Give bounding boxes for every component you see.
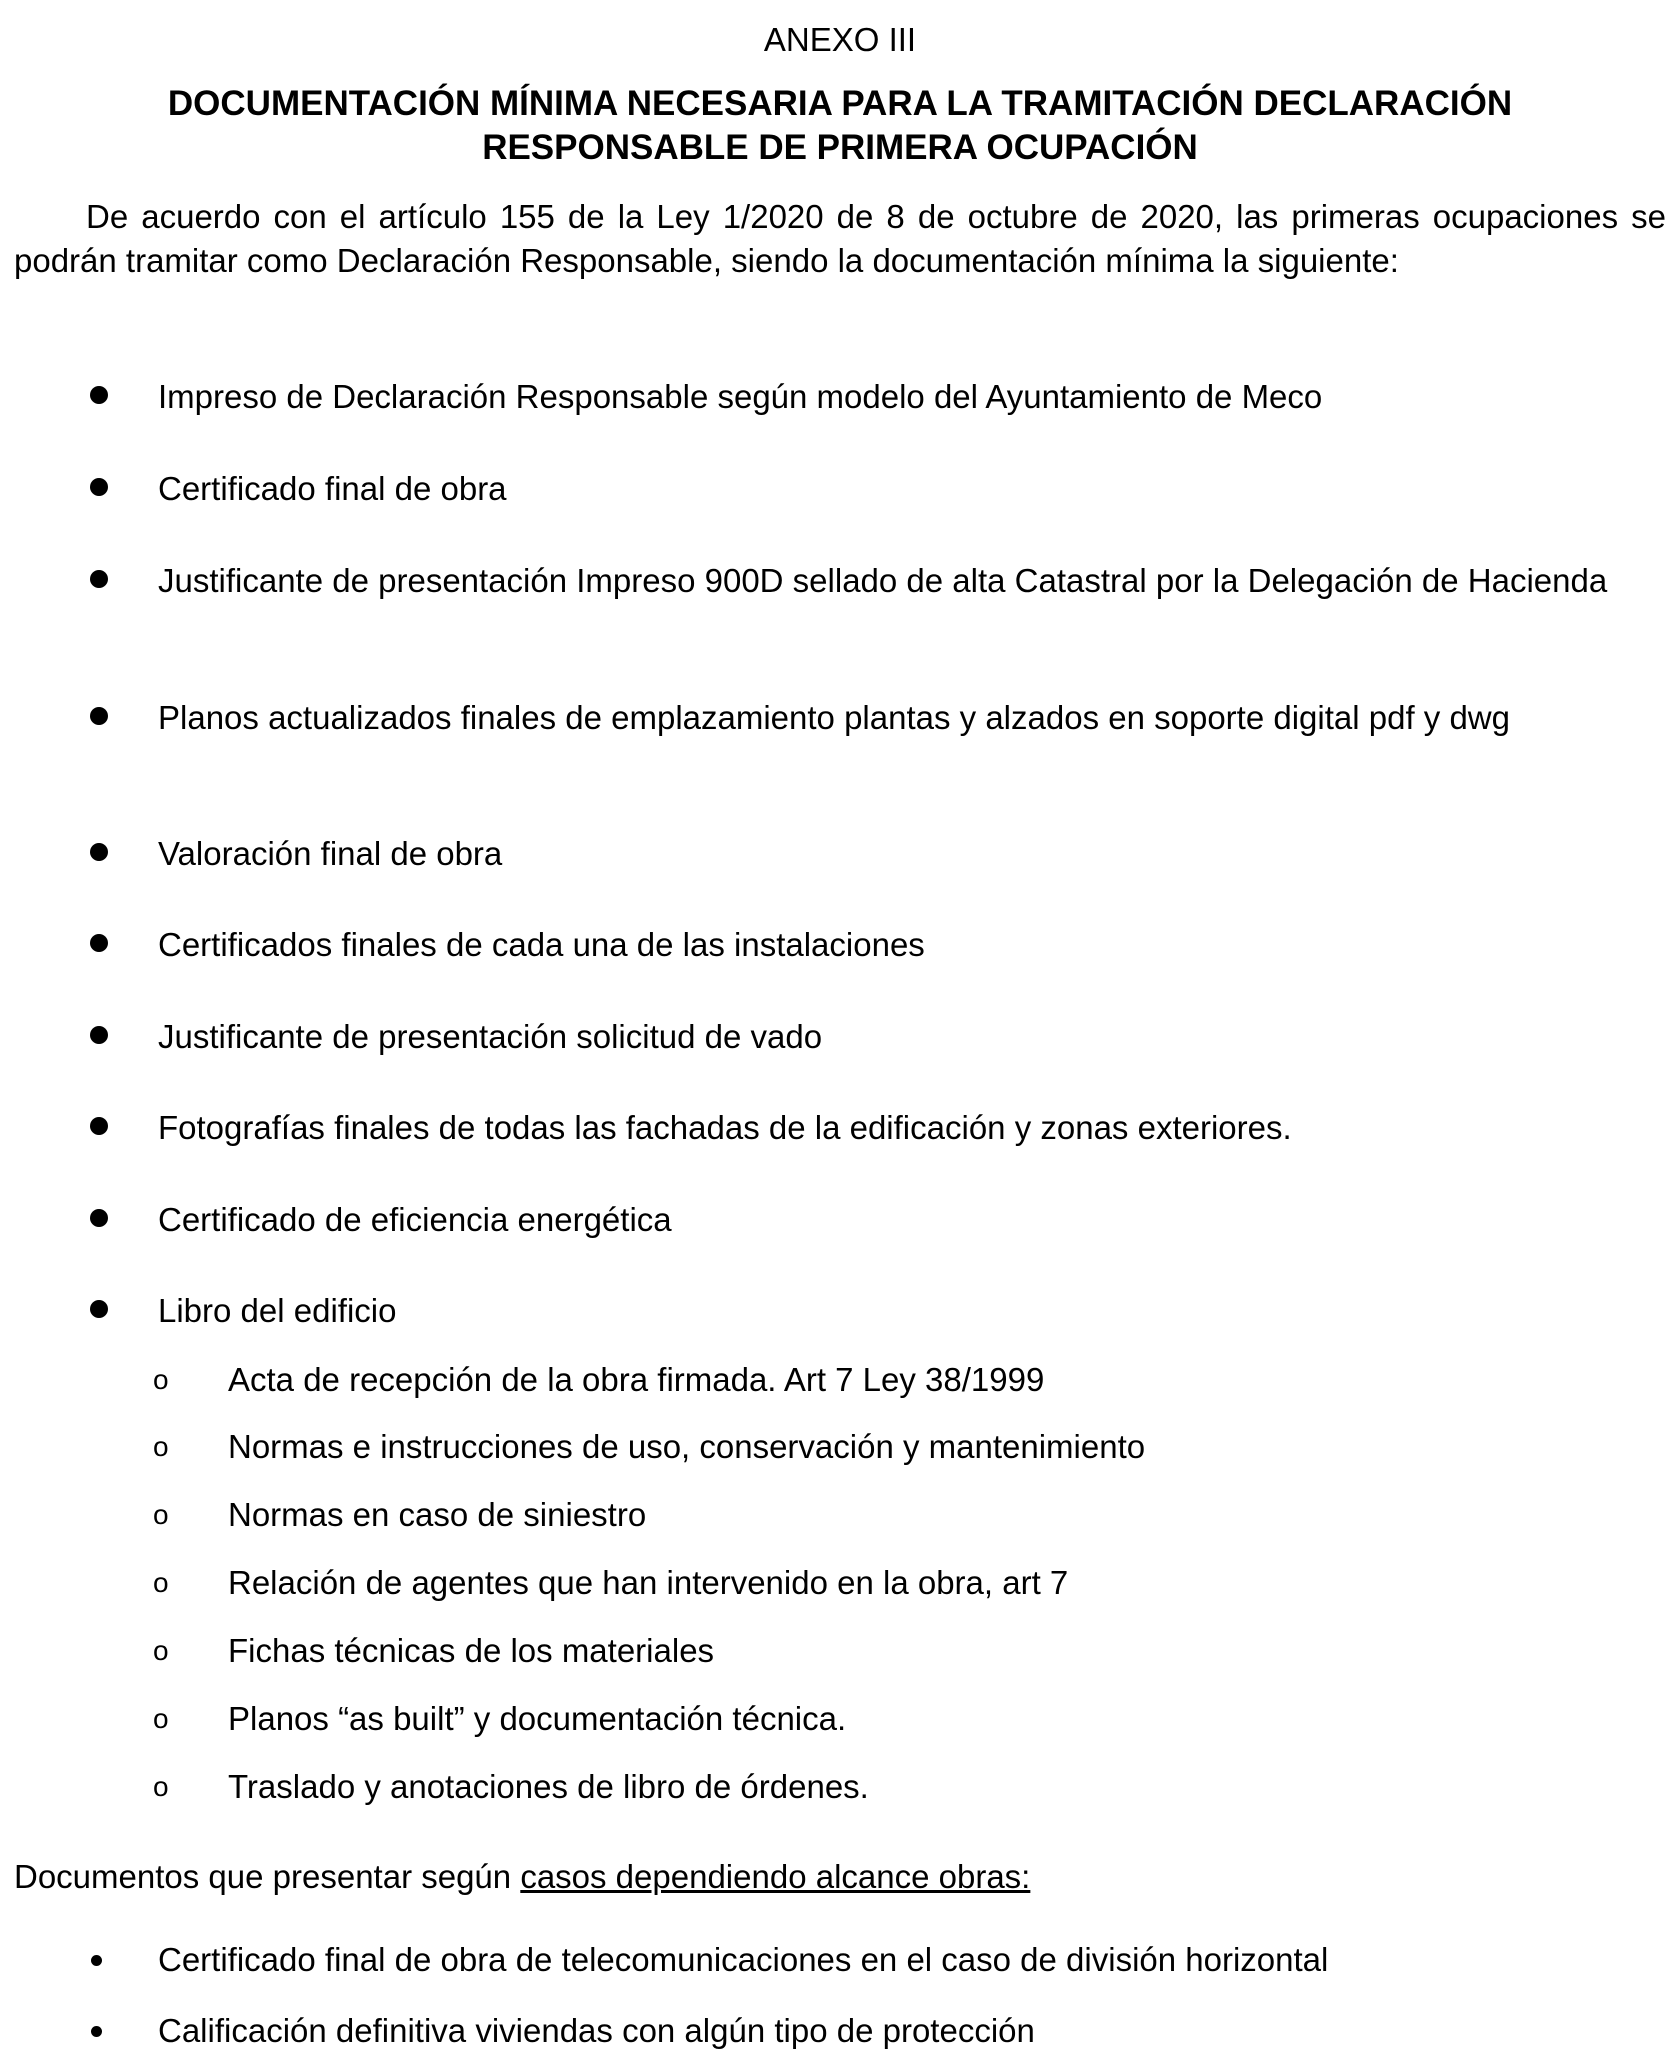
- list-item: Justificante de presentación Impreso 900D sellado de alta Catastral por la Delegación de Hacienda: [158, 562, 1608, 599]
- bullet-icon: [91, 1955, 102, 1966]
- title-line-2: RESPONSABLE DE PRIMERA OCUPACIÓN: [482, 128, 1198, 167]
- circle-bullet-icon: o: [153, 1703, 169, 1734]
- circle-bullet-icon: o: [153, 1431, 169, 1462]
- list-item: Calificación definitiva viviendas con algún tipo de protección: [158, 2012, 1035, 2049]
- sub-list-item: Planos “as built” y documentación técnica.: [228, 1700, 847, 1737]
- cases-intro-prefix: Documentos que presentar según: [14, 1858, 521, 1895]
- bullet-icon: [90, 1026, 108, 1044]
- bullet-icon: [90, 1300, 108, 1318]
- list-item: Impreso de Declaración Responsable según modelo del Ayuntamiento de Meco: [158, 378, 1323, 415]
- list-item: Certificado de eficiencia energética: [158, 1201, 672, 1238]
- bullet-icon: [91, 2026, 102, 2037]
- circle-bullet-icon: o: [153, 1771, 169, 1802]
- circle-bullet-icon: o: [153, 1364, 169, 1395]
- title-line-1: DOCUMENTACIÓN MÍNIMA NECESARIA PARA LA TRAMITACIÓN DECLARACIÓN: [167, 84, 1513, 123]
- bullet-icon: [90, 1209, 108, 1227]
- circle-bullet-icon: o: [153, 1567, 169, 1598]
- list-item: Libro del edificio: [158, 1292, 397, 1329]
- bullet-icon: [90, 570, 108, 588]
- annex-label: ANEXO III: [763, 21, 917, 58]
- sub-list-item: Fichas técnicas de los materiales: [228, 1632, 715, 1669]
- sub-list-item: Normas e instrucciones de uso, conservación y mantenimiento: [228, 1428, 1146, 1465]
- sub-list-item: Normas en caso de siniestro: [228, 1496, 647, 1533]
- list-item: Justificante de presentación solicitud de vado: [158, 1018, 823, 1055]
- sub-list-item: Traslado y anotaciones de libro de órdenes.: [228, 1768, 869, 1805]
- bullet-icon: [90, 707, 108, 725]
- list-item: Fotografías finales de todas las fachadas de la edificación y zonas exteriores.: [158, 1109, 1292, 1146]
- list-item: Certificado final de obra: [158, 470, 507, 507]
- sub-list-item: Relación de agentes que han intervenido en la obra, art 7: [228, 1564, 1069, 1601]
- intro-text: De acuerdo con el artículo 155 de la Ley 1/2020 de 8 de octubre de 2020, las primeras ocupaciones se podrán tramitar como Declaración Responsable, siendo la documentación mínima la siguiente:: [14, 198, 1666, 279]
- bullet-icon: [90, 478, 108, 496]
- cases-intro-underlined: casos dependiendo alcance obras:: [520, 1858, 1031, 1895]
- list-item: Valoración final de obra: [158, 835, 503, 872]
- list-item: Certificados finales de cada una de las instalaciones: [158, 926, 925, 963]
- list-item: Planos actualizados finales de emplazamiento plantas y alzados en soporte digital pdf y dwg: [158, 699, 1510, 736]
- circle-bullet-icon: o: [153, 1635, 169, 1666]
- intro-paragraph: [14, 195, 1666, 283]
- sub-list-item: Acta de recepción de la obra firmada. Art 7 Ley 38/1999: [228, 1361, 1045, 1398]
- bullet-icon: [90, 1117, 108, 1135]
- list-item: Certificado final de obra de telecomunicaciones en el caso de división horizontal: [158, 1941, 1329, 1978]
- bullet-icon: [90, 934, 108, 952]
- bullet-icon: [90, 843, 108, 861]
- circle-bullet-icon: o: [153, 1499, 169, 1530]
- bullet-icon: [90, 386, 108, 404]
- document-title: [60, 82, 1620, 170]
- cases-intro: [14, 1855, 1614, 1899]
